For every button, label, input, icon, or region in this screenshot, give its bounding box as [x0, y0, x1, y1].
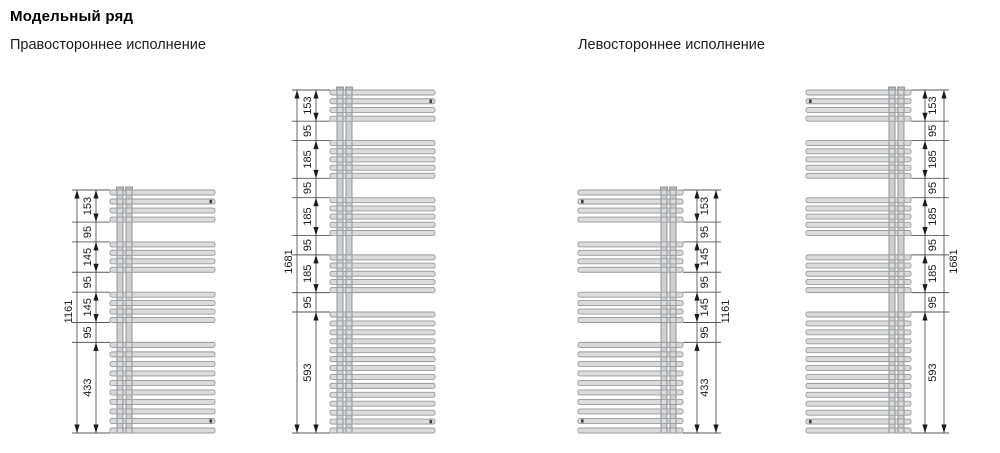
- segment-dimension-label: 95: [302, 181, 314, 195]
- arrow-up-icon: [922, 312, 927, 321]
- arrow-up-icon: [93, 342, 98, 351]
- arrow-down-icon: [922, 425, 927, 434]
- diagram-right-hand-1681: [283, 87, 435, 433]
- arrow-up-icon: [313, 141, 318, 150]
- air-vent-mark: [581, 419, 584, 422]
- segment-dimension-label: 593: [927, 363, 939, 382]
- page-title: Модельный ряд: [10, 8, 134, 25]
- arrow-up-icon: [922, 141, 927, 150]
- segment-dimension-label: 153: [302, 96, 314, 115]
- arrow-down-icon: [313, 425, 318, 434]
- arrow-down-icon: [922, 170, 927, 179]
- heading-left-hand-version: Левостороннее исполнение: [578, 37, 765, 53]
- segment-dimension-label: 95: [82, 276, 94, 289]
- diagram-right-hand-1161: [63, 187, 215, 433]
- segment-dimension-label: 145: [699, 247, 711, 267]
- total-dimension-label: 1161: [720, 299, 732, 324]
- arrow-up-icon: [313, 255, 318, 264]
- segment-dimension-label: 153: [82, 196, 94, 216]
- arrow-up-icon: [313, 312, 318, 321]
- air-vent-mark: [809, 100, 812, 103]
- total-arrow-up-icon: [941, 90, 946, 99]
- segment-dimension-label: 433: [699, 378, 711, 397]
- air-vent-mark: [210, 419, 213, 422]
- segment-dimension-label: 95: [82, 225, 94, 239]
- segment-dimension-label: 95: [699, 276, 711, 289]
- total-arrow-down-icon: [294, 425, 299, 434]
- segment-dimension-label: 95: [927, 181, 939, 195]
- air-vent-mark: [430, 100, 433, 103]
- arrow-up-icon: [313, 90, 318, 99]
- segment-dimension-label: 593: [302, 363, 314, 382]
- segment-dimension-label: 95: [699, 225, 711, 239]
- arrow-up-icon: [922, 255, 927, 264]
- segment-dimension-label: 185: [927, 264, 939, 283]
- total-dimension-label: 1681: [948, 249, 960, 274]
- total-arrow-up-icon: [74, 190, 79, 199]
- segment-dimension-label: 185: [927, 207, 939, 226]
- arrow-down-icon: [313, 113, 318, 122]
- arrow-up-icon: [93, 190, 98, 199]
- segment-dimension-label: 95: [927, 124, 939, 138]
- arrow-down-icon: [93, 214, 98, 223]
- total-arrow-up-icon: [713, 190, 718, 199]
- total-arrow-down-icon: [941, 425, 946, 434]
- segment-dimension-label: 95: [699, 326, 711, 339]
- arrow-down-icon: [694, 425, 699, 434]
- arrow-up-icon: [93, 292, 98, 301]
- segment-dimension-label: 145: [82, 247, 94, 267]
- segment-dimension-label: 433: [82, 378, 94, 397]
- arrow-down-icon: [922, 227, 927, 236]
- segment-dimension-label: 185: [302, 150, 314, 169]
- segment-dimension-label: 145: [699, 298, 711, 317]
- arrow-down-icon: [93, 425, 98, 434]
- segment-dimension-label: 95: [82, 326, 94, 339]
- arrow-down-icon: [93, 264, 98, 273]
- total-dimension-label: 1681: [283, 249, 295, 274]
- segment-dimension-label: 153: [927, 96, 939, 115]
- air-vent-mark: [809, 420, 812, 423]
- air-vent-mark: [210, 200, 213, 203]
- segment-dimension-label: 145: [82, 298, 94, 317]
- segment-dimension-label: 95: [927, 239, 939, 252]
- total-arrow-down-icon: [74, 425, 79, 434]
- arrow-down-icon: [313, 227, 318, 236]
- total-dimension-label: 1161: [63, 299, 75, 324]
- arrow-up-icon: [313, 198, 318, 207]
- segment-dimension-label: 185: [927, 150, 939, 169]
- heading-right-hand-version: Правостороннее исполнение: [10, 37, 206, 53]
- arrow-down-icon: [93, 314, 98, 323]
- segment-dimension-label: 185: [302, 207, 314, 226]
- arrow-down-icon: [313, 170, 318, 179]
- segment-dimension-label: 95: [927, 296, 939, 309]
- air-vent-mark: [581, 200, 584, 203]
- segment-dimension-label: 153: [699, 196, 711, 216]
- segment-dimension-label: 95: [302, 296, 314, 309]
- segment-dimension-label: 185: [302, 264, 314, 283]
- total-arrow-up-icon: [294, 90, 299, 99]
- diagram-left-hand-1681: [806, 87, 960, 433]
- arrow-down-icon: [922, 284, 927, 293]
- arrow-up-icon: [93, 242, 98, 251]
- segment-dimension-label: 95: [302, 124, 314, 138]
- arrow-up-icon: [922, 198, 927, 207]
- total-arrow-down-icon: [713, 425, 718, 434]
- diagram-left-hand-1161: [578, 187, 732, 433]
- arrow-up-icon: [694, 342, 699, 351]
- segment-dimension-label: 95: [302, 239, 314, 252]
- air-vent-mark: [430, 420, 433, 423]
- arrow-down-icon: [313, 284, 318, 293]
